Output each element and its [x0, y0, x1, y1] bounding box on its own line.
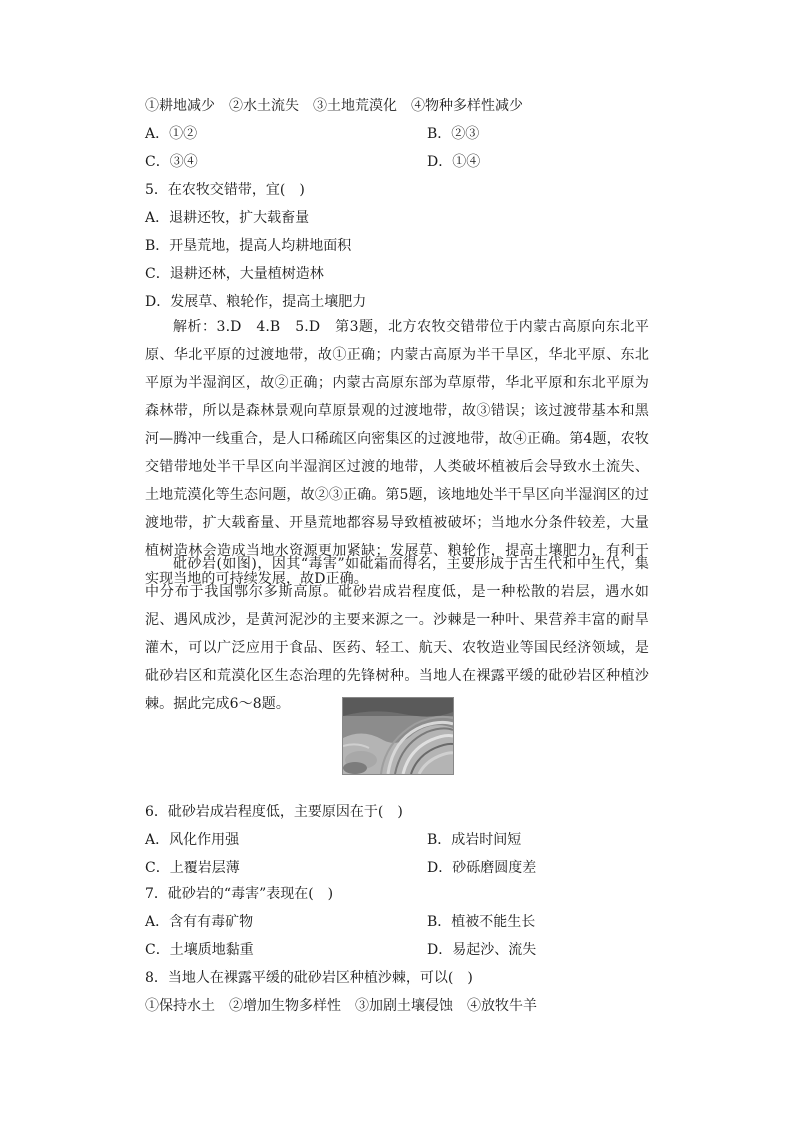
- passage-paragraph: 砒砂岩(如图)，因其“毒害”如砒霜而得名，主要形成于古生代和中生代，集中分布于我国鄂尔多斯高原。砒砂岩成岩程度低，是一种松散的岩层，遇水如泥、遇风成沙，是黄河泥沙的主要来源之一。沙棘是一种叶、果营养丰富的耐旱灌木，可以广泛应用于食品、医药、轻工、航天、农牧造业等国民经济领域，是砒砂岩区和荒漠化区生态治理的先锋树种。当地人在裸露平缓的砒砂岩区种植沙棘。据此完成6～8题。: [145, 556, 649, 712]
- q5-choice-b: B．开垦荒地，提高人均耕地面积: [145, 238, 352, 254]
- analysis-paragraph: 解析：3.D 4.B 5.D 第3题，北方农牧交错带位于内蒙古高原向东北平原、华北平原的过渡地带，故①正确；内蒙古高原为半干旱区，华北平原、东北平原为半湿润区，故②正确；内蒙古高原东部为草原带，华北平原和东北平原为森林带，所以是森林景观向草原景观的过渡地带，故③错误；该过渡带基本和黑河—腾冲一线重合，是人口稀疏区向密集区的过渡地带，故④正确。第4题，农牧交错带地处半干旱区向半湿润区过渡的地带，人类破坏植被后会导致水土流失、土地荒漠化等生态问题，故②③正确。第5题，该地地处半干旱区向半湿润区的过渡地带，扩大载畜量、开垦荒地都容易导致植被破坏；当地水分条件较差，大量植树造林会造成当地水资源更加紧缺；发展草、粮轮作，提高土壤肥力，有利于实现当地的可持续发展，故D正确。: [145, 319, 649, 587]
- q4-choice-d: D．①④: [427, 154, 481, 170]
- q5-choice-a: A．退耕还牧，扩大载畜量: [145, 210, 310, 226]
- q8-options-line: ①保持水土 ②增加生物多样性 ③加剧土壤侵蚀 ④放牧牛羊: [145, 998, 537, 1014]
- q6-choice-a: A．风化作用强: [145, 832, 240, 848]
- q7-choice-b: B．植被不能生长: [427, 914, 536, 930]
- q4-options-line: ①耕地减少 ②水土流失 ③土地荒漠化 ④物种多样性减少: [145, 98, 523, 114]
- q6-choice-d: D．砂砾磨圆度差: [427, 860, 537, 876]
- rock-photo-illustration: [343, 698, 453, 774]
- q6-choice-b: B．成岩时间短: [427, 832, 522, 848]
- q5-stem: 5．在农牧交错带，宜( ): [145, 182, 305, 198]
- q7-choice-a: A．含有有毒矿物: [145, 914, 254, 930]
- q4-choice-c: C．③④: [145, 154, 198, 170]
- q6-choice-c: C．上覆岩层薄: [145, 860, 240, 876]
- q7-stem: 7．砒砂岩的“毒害”表现在( ): [145, 886, 334, 902]
- q7-choice-c: C．土壤质地黏重: [145, 942, 254, 958]
- q6-stem: 6．砒砂岩成岩程度低，主要原因在于( ): [145, 804, 403, 820]
- rock-photo: [342, 697, 454, 775]
- q8-stem: 8．当地人在裸露平缓的砒砂岩区种植沙棘，可以( ): [145, 970, 473, 986]
- q4-choice-b: B．②③: [427, 126, 480, 142]
- q5-choice-c: C．退耕还林，大量植树造林: [145, 266, 324, 282]
- q7-choice-d: D．易起沙、流失: [427, 942, 537, 958]
- q5-choice-d: D．发展草、粮轮作，提高土壤肥力: [145, 294, 367, 310]
- q4-choice-a: A．①②: [145, 126, 198, 142]
